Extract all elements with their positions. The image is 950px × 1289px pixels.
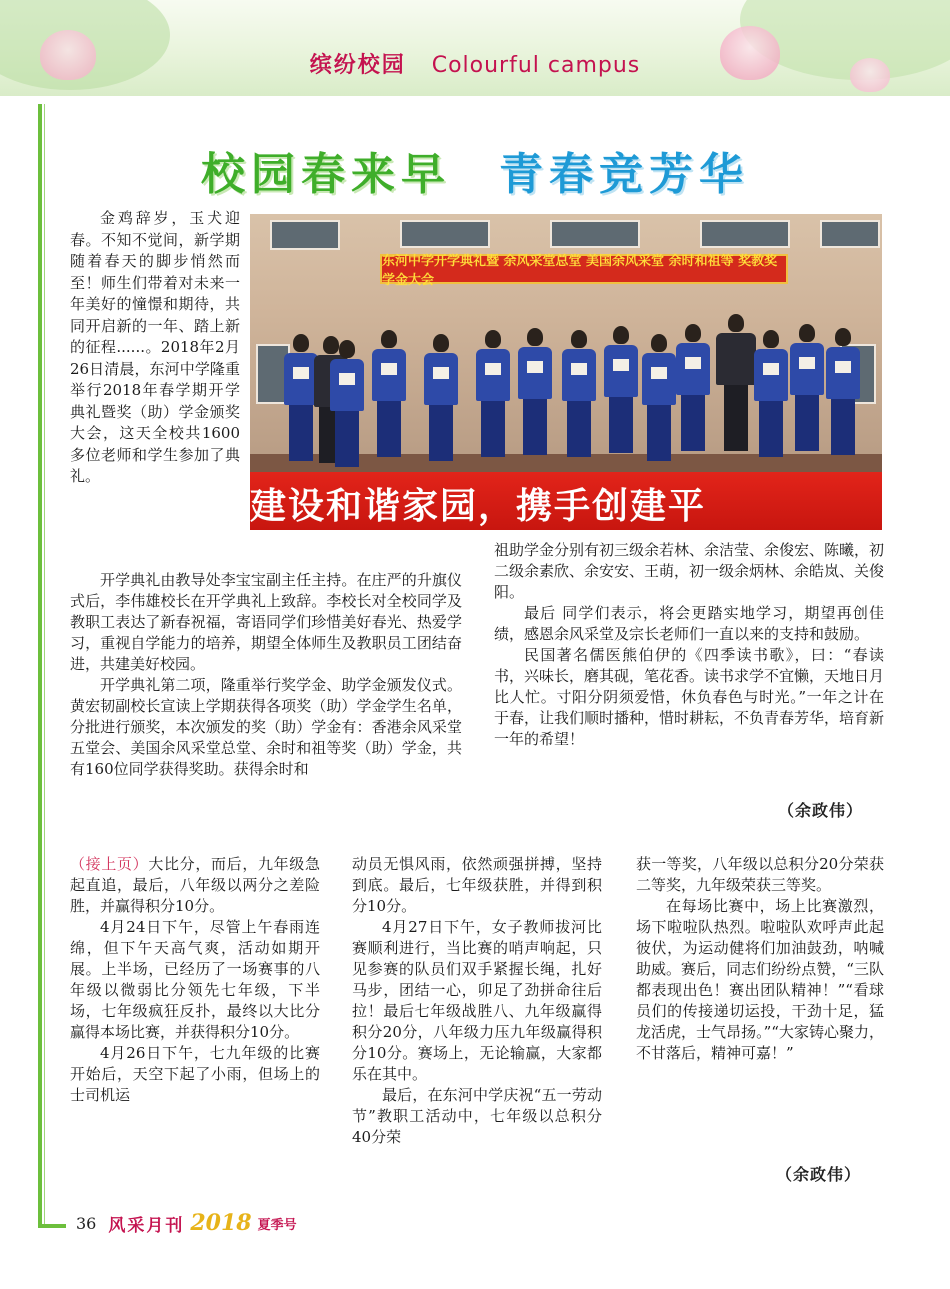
article-author: （余政伟）	[778, 801, 864, 820]
page-number: 36	[76, 1213, 97, 1233]
continued-paragraph: 4月26日下午，七九年级的比赛开始后，天空下起了小雨，但场上的士司机运	[70, 1044, 320, 1104]
article-paragraph: 开学典礼由教导处李宝宝副主任主持。在庄严的升旗仪式后，李伟雄校长在开学典礼上致辞。李校长对全校同学及教职工表达了新春祝福，寄语同学们珍惜美好春光、热爱学习，重视自学能力的培养，期望全体师生及教职员工团结奋进，共建美好校园。	[70, 571, 462, 673]
page-footer	[76, 1210, 297, 1236]
article-paragraph: 民国著名儒医熊伯伊的《四季读书歌》，曰：“春读书，兴味长，磨其砚，笔花香。读书求学不宜懒，天地日月比人忙。寸阳分阴须爱惜，休负春色与时光。”一年之计在于春，让我们顺时播种，惜时耕耘，不负青春芳华，培育新一年的希望！	[494, 646, 885, 748]
photo-window	[700, 220, 790, 248]
continued-marker: （接上页）	[70, 855, 149, 873]
photo-window	[270, 220, 340, 250]
student-figure	[826, 328, 860, 455]
header-banner	[0, 0, 950, 96]
frame-line-left	[38, 104, 42, 1226]
section-title-en: Colourful campus	[431, 53, 641, 78]
article-title-part2: 青春竞芳华	[499, 149, 749, 200]
student-figure	[424, 334, 458, 461]
student-figure	[330, 340, 364, 467]
student-figure	[562, 330, 596, 457]
continued-paragraph: （接上页）大比分，而后，九年级急起直追，最后，八年级以两分之差险胜，并赢得积分10分。	[70, 855, 320, 915]
ceremony-banner: 东河中学开学典礼暨 余风采堂总堂 美国余风采堂 余时和祖等 奖教奖学金大会	[380, 254, 788, 284]
student-figure	[604, 326, 638, 453]
student-figure	[790, 324, 824, 451]
continued-paragraph: 在每场比赛中，场上比赛激烈，场下啦啦队热烈。啦啦队欢呼声此起彼伏，为运动健将们加油鼓劲，呐喊助威。赛后，同志们纷纷点赞，“三队都表现出色！赛出团队精神！”“看球员们的传接递切运投，干劲十足，猛龙活虎，士气昂扬。”“大家铸心聚力，不甘落后，精神可嘉！”	[636, 897, 884, 1062]
ceremony-photo	[250, 214, 882, 530]
photo-window	[550, 220, 640, 248]
article-title	[0, 138, 950, 202]
continued-paragraph: 动员无惧风雨，依然顽强拼搏，坚持到底。最后，七年级获胜，并得到积分10分。	[352, 855, 602, 915]
continued-paragraph: 获一等奖，八年级以总积分20分荣获二等奖，九年级荣获三等奖。	[636, 855, 884, 894]
magazine-issue: 夏季号	[257, 1217, 297, 1233]
magazine-year: 2018	[190, 1210, 252, 1236]
article-paragraph: 开学典礼第二项，隆重举行奖学金、助学金颁发仪式。黄宏韧副校长宣读上学期获得各项奖（助）学金学生名单，分批进行颁奖，本次颁发的奖（助）学金有：香港余风采堂五堂会、美国余风采堂总堂、余时和祖等奖（助）学金，共有160位同学获得奖助。获得余时和	[70, 676, 462, 778]
continued-paragraph: 4月24日下午，尽管上午春雨连绵，但下午天高气爽，活动如期开展。上半场，已经历了一场赛事的八年级以微弱比分领先七年级，下半场，七年级疯狂反扑，最终以大比分赢得本场比赛，并获得积分10分。	[70, 918, 320, 1041]
continued-paragraph: 最后，在东河中学庆祝“五一劳动节”教职工活动中，七年级以总积分40分荣	[352, 1086, 602, 1146]
student-figure	[754, 330, 788, 457]
article-title-part1: 校园春来早	[201, 149, 451, 200]
article-paragraph: 最后 同学们表示，将会更踏实地学习，期望再创佳绩，感恩余风采堂及宗长老师们一直以来的支持和鼓励。	[494, 604, 884, 643]
student-figure	[372, 330, 406, 457]
continued-paragraph: 4月27日下午，女子教师拔河比赛顺利进行，当比赛的哨声响起，只见参赛的队员们双手紧握长绳，扎好马步，团结一心，卯足了劲拼命往后拉！最后七年级战胜八、九年级赢得积分20分，八年级力压九年级赢得积分10分。赛场上，无论输赢，大家都乐在其中。	[352, 918, 602, 1083]
article-right-column	[494, 540, 884, 750]
section-title-zh: 缤纷校园	[309, 52, 406, 78]
student-figure	[518, 328, 552, 455]
frame-line-left-inner	[44, 104, 45, 1226]
student-figure	[284, 334, 318, 461]
student-figure	[476, 330, 510, 457]
continued-author: （余政伟）	[776, 1165, 862, 1184]
student-figure	[676, 324, 710, 451]
article-intro-paragraph: 金鸡辞岁，玉犬迎春。不知不觉间，新学期随着春天的脚步悄然而至！师生们带着对未来一年美好的憧憬和期待，共同开启新的一年、踏上新的征程......。2018年2月26日清晨，东河中学隆重举行2018年春学期开学典礼暨奖（助）学金颁奖大会，这天全校共1600多位老师和学生参加了典礼。	[70, 209, 240, 485]
principal-figure	[716, 314, 756, 451]
article-intro-column	[70, 208, 240, 488]
photo-window	[820, 220, 880, 248]
continued-column-a	[70, 854, 320, 1106]
magazine-name: 风采月刊	[108, 1215, 185, 1236]
article-left-column	[70, 570, 462, 780]
continued-column-c	[636, 854, 884, 1064]
photo-window	[400, 220, 490, 248]
continued-column-b	[352, 854, 602, 1148]
frame-line-bottom	[38, 1224, 66, 1228]
section-title	[0, 48, 950, 79]
stage-banner-text: 建设和谐家园，携手创建平	[250, 486, 707, 527]
article-paragraph: 祖助学金分别有初三级余若林、余洁莹、余俊宏、陈曦，初二级余素欣、余安安、王萌，初一级余炳林、余皓岚、关俊阳。	[494, 541, 885, 601]
student-figure	[642, 334, 676, 461]
